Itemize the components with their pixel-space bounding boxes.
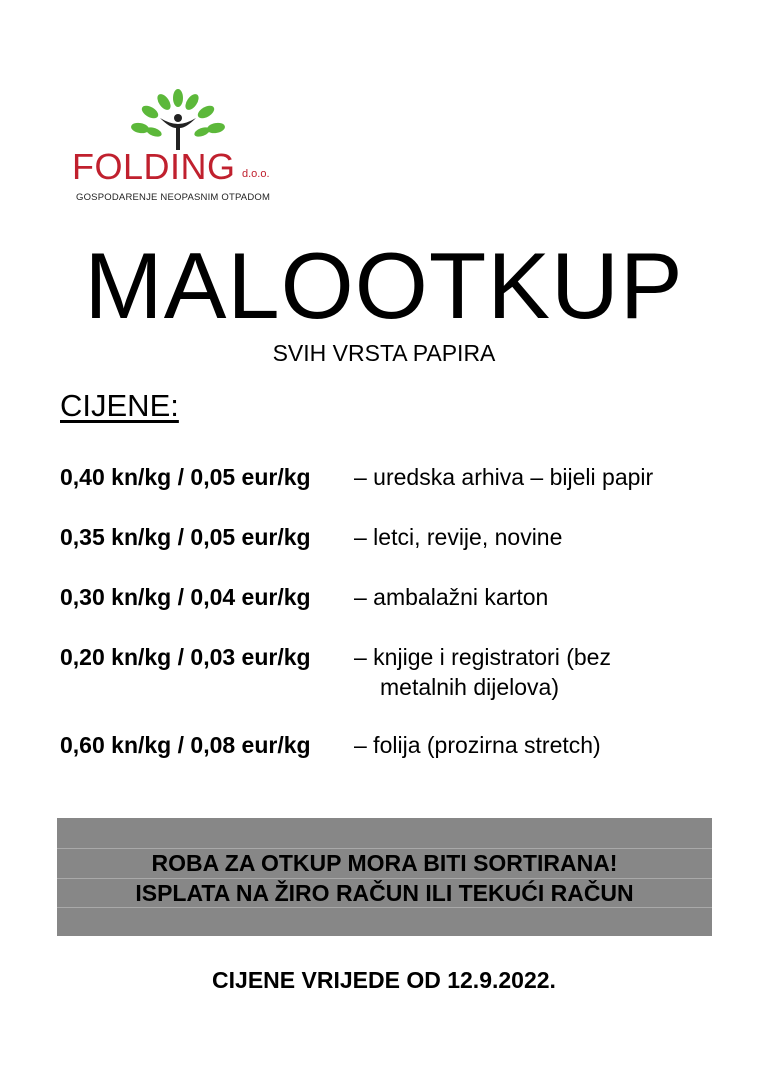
notice-line-2: ISPLATA NA ŽIRO RAČUN ILI TEKUĆI RAČUN: [135, 880, 634, 906]
price-description: – letci, revije, novine: [354, 524, 563, 550]
logo-suffix: d.o.o.: [242, 168, 270, 180]
price-value: 0,20 kn/kg / 0,03 eur/kg: [60, 644, 311, 670]
price-row: [60, 522, 563, 552]
price-description: – ambalažni karton: [354, 584, 549, 610]
price-row: [60, 582, 549, 612]
notice-line-1: ROBA ZA OTKUP MORA BITI SORTIRANA!: [151, 850, 618, 876]
price-row: [60, 642, 611, 672]
company-logo: [70, 88, 300, 208]
prices-heading: CIJENE:: [60, 388, 179, 423]
price-value: 0,40 kn/kg / 0,05 eur/kg: [60, 464, 311, 490]
notice-divider: [57, 907, 712, 908]
logo-tagline: GOSPODARENJE NEOPASNIM OTPADOM: [76, 192, 271, 203]
page-title: MALOOTKUP: [84, 233, 684, 338]
logo-name: FOLDING: [72, 146, 236, 187]
price-value: 0,30 kn/kg / 0,04 eur/kg: [60, 584, 311, 610]
price-value: 0,35 kn/kg / 0,05 eur/kg: [60, 524, 311, 550]
price-value: 0,60 kn/kg / 0,08 eur/kg: [60, 732, 311, 758]
page-subtitle: SVIH VRSTA PAPIRA: [272, 340, 496, 366]
price-description: – folija (prozirna stretch): [354, 732, 601, 758]
price-row: [60, 462, 654, 492]
tree-person-icon: [130, 88, 230, 150]
validity-note: CIJENE VRIJEDE OD 12.9.2022.: [212, 967, 556, 993]
price-description-continued: metalnih dijelova): [380, 674, 559, 700]
price-description: – uredska arhiva – bijeli papir: [354, 464, 654, 490]
price-description: – knjige i registratori (bez: [354, 644, 611, 670]
price-row: [60, 730, 601, 760]
notice-box: [57, 818, 712, 936]
